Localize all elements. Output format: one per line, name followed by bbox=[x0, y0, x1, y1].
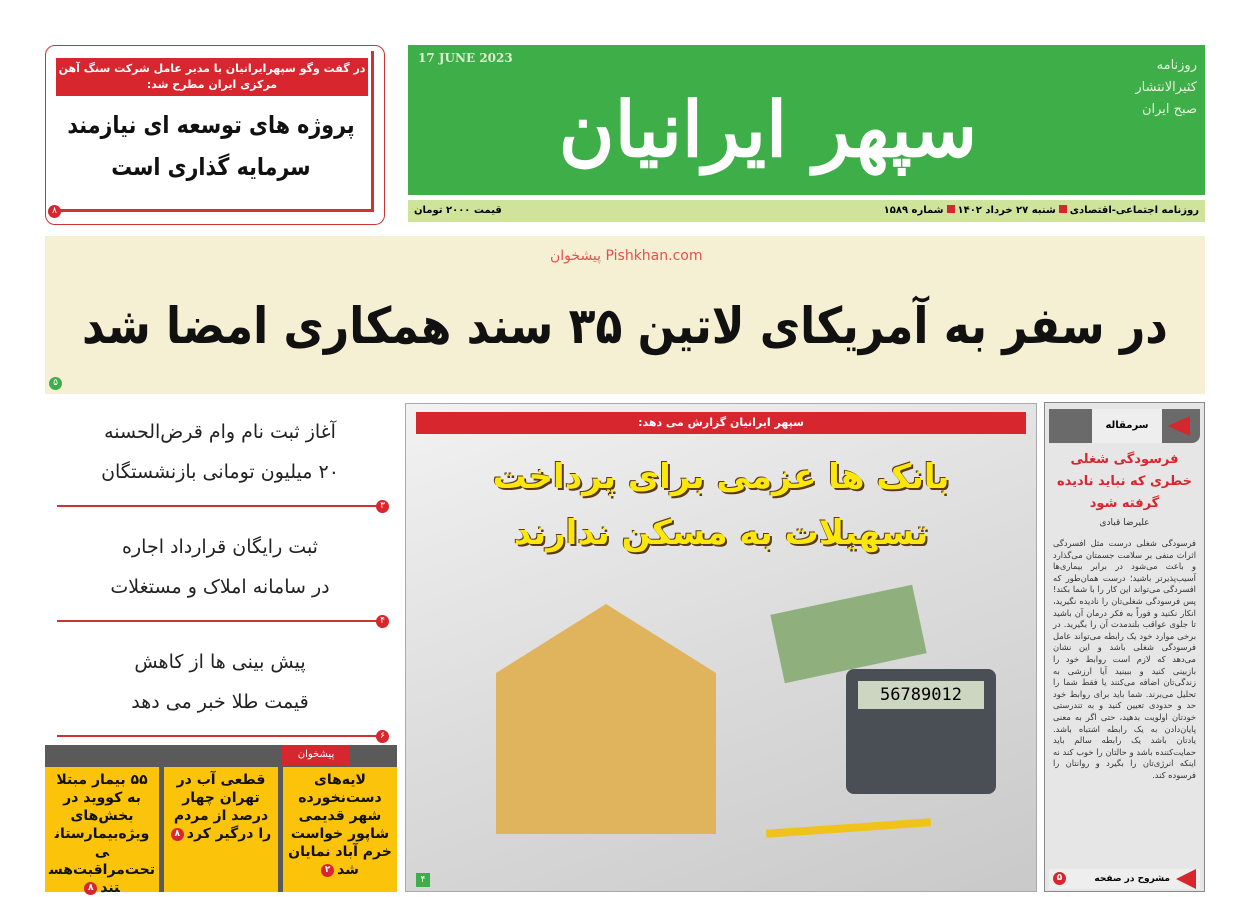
brief-item[interactable]: قطعی آب در تهران چهار درصد از مردم را درگیر کرد۸ bbox=[164, 767, 278, 892]
main-headline: در سفر به آمریکای لاتین ۳۵ سند همکاری امضا شد bbox=[82, 297, 1168, 355]
teaser-kicker: در گفت وگو سپهرایرانیان با مدیر عامل شرکت سنگ آهن مرکزی ایران مطرح شد: bbox=[56, 58, 368, 96]
calculator-illustration: 56789012 bbox=[846, 669, 996, 794]
teaser-headline bbox=[54, 104, 368, 188]
newspaper-logo: سپهر ایرانیان bbox=[558, 85, 978, 174]
masthead bbox=[408, 45, 1205, 195]
news-item[interactable]: پیش بینی ها از کاهش قیمت طلا خبر می دهد ۶ bbox=[45, 630, 395, 745]
news-item[interactable]: آغاز ثبت نام وام قرض‌الحسنه ۲۰ میلیون تومانی بازنشستگان ۳ bbox=[45, 400, 395, 515]
divider bbox=[371, 51, 374, 212]
editorial-column[interactable] bbox=[1044, 402, 1205, 892]
page-number-badge: ۵ bbox=[1053, 872, 1066, 885]
teaser-headline-line: سرمایه گذاری است bbox=[111, 153, 311, 181]
top-teaser-box[interactable] bbox=[45, 45, 385, 225]
issue-number: شماره ۱۵۸۹ bbox=[883, 205, 944, 216]
news-item[interactable]: ثبت رایگان قرارداد اجاره در سامانه املاک و مستغلات ۴ bbox=[45, 515, 395, 630]
left-news-column bbox=[45, 400, 395, 745]
page-number-badge: ۸ bbox=[48, 205, 61, 218]
photo-headline: بانک ها عزمی برای پرداخت تسهیلات به مسکن ندارند bbox=[492, 457, 950, 553]
page-number-badge: ۴ bbox=[376, 615, 389, 628]
triangle-icon bbox=[1176, 869, 1196, 889]
masthead-date: 17 JUNE 2023 bbox=[418, 51, 513, 65]
page-number-badge: ۸ bbox=[84, 882, 97, 895]
pishkhan-section bbox=[45, 745, 397, 896]
editorial-header bbox=[1049, 409, 1200, 443]
house-illustration bbox=[496, 604, 716, 834]
price: قیمت ۲۰۰۰ تومان bbox=[414, 205, 502, 216]
masthead-info-strip bbox=[408, 200, 1205, 222]
photo-kicker: سپهر ایرانیان گزارش می دهد: bbox=[416, 412, 1026, 434]
editorial-author: علیرضا قبادی bbox=[1099, 518, 1150, 528]
masthead-tagline: روزنامه کثیرالانتشار صبح ایران bbox=[1135, 58, 1197, 117]
page-number-badge: ۶ bbox=[376, 730, 389, 743]
continued-link[interactable]: مشروح در صفحه ۵ bbox=[1049, 869, 1200, 889]
page-number-badge: ۴ bbox=[416, 873, 430, 887]
paper-type: روزنامه اجتماعی-اقتصادی bbox=[1069, 205, 1199, 216]
page-number-badge: ۲ bbox=[321, 864, 334, 877]
pencil-illustration bbox=[766, 818, 931, 837]
brief-item[interactable]: لایه‌های دست‌نخورده شهر قدیمی شاپور خواست خرم آباد نمایان شد۲ bbox=[283, 767, 397, 892]
persian-date: شنبه ۲۷ خرداد ۱۴۰۲ bbox=[957, 205, 1056, 216]
main-headline-band[interactable] bbox=[45, 236, 1205, 394]
triangle-icon bbox=[1168, 416, 1190, 436]
page-number-badge: ۸ bbox=[171, 828, 184, 841]
watermark: پیشخوان Pishkhan.com bbox=[550, 248, 703, 264]
divider bbox=[51, 209, 374, 212]
brief-item[interactable]: ۵۵ بیمار مبتلا به کووید در بخش‌های ویژه‌بیمارستانی تحت‌مراقبت‌هستند۸ bbox=[45, 767, 159, 892]
section-label: سرمقاله bbox=[1092, 409, 1162, 443]
section-label: پیشخوان bbox=[282, 745, 350, 765]
page-number-badge: ۵ bbox=[49, 377, 62, 390]
editorial-title: فرسودگی شغلی خطری که نباید نادیده گرفته شود bbox=[1056, 452, 1192, 511]
page-number-badge: ۳ bbox=[376, 500, 389, 513]
photo-story[interactable] bbox=[405, 403, 1037, 892]
editorial-body: فرسودگی شغلی درست مثل افسردگی اثرات منفی بر سلامت جسمتان می‌گذارد و باعث می‌شود در برابر بیماری‌ها آسیب‌پذیرتر باشید؛ درست همان‌طور که افسردگی می‌تواند این کار را با شما بکند! پس فرسودگی شغلی‌تان را نادیده نگیرید، انکار نکنید و فوراً به فکر درمان آن باشید تا جلوی عواقب بلندمدت آن را بگیرید. در برخی موارد خود یک رابطه می‌تواند عامل فرسودگی شغلی باشد و این نشان می‌دهد که لازم است روابط خود را بازبینی کنید و ببینید آیا ارزشی به زندگی‌تان اضافه می‌کنند یا فقط شما را تحلیل می‌برند. شما باید برای روابط خود حد و حدودی تعیین کنید و به تندرستی خودتان اولویت بدهید، حتی اگر به معنی پایان‌دادن به یک رابطه اشتباه باشد. یادتان باشد یک رابطه سالم باید حمایت‌کننده باشد و حالتان را خوب کند نه اینکه انرژی‌تان را بگیرد و روانتان را فرسوده کند. bbox=[1053, 538, 1196, 780]
teaser-headline-line: پروژه های توسعه ای نیازمند bbox=[67, 111, 355, 139]
